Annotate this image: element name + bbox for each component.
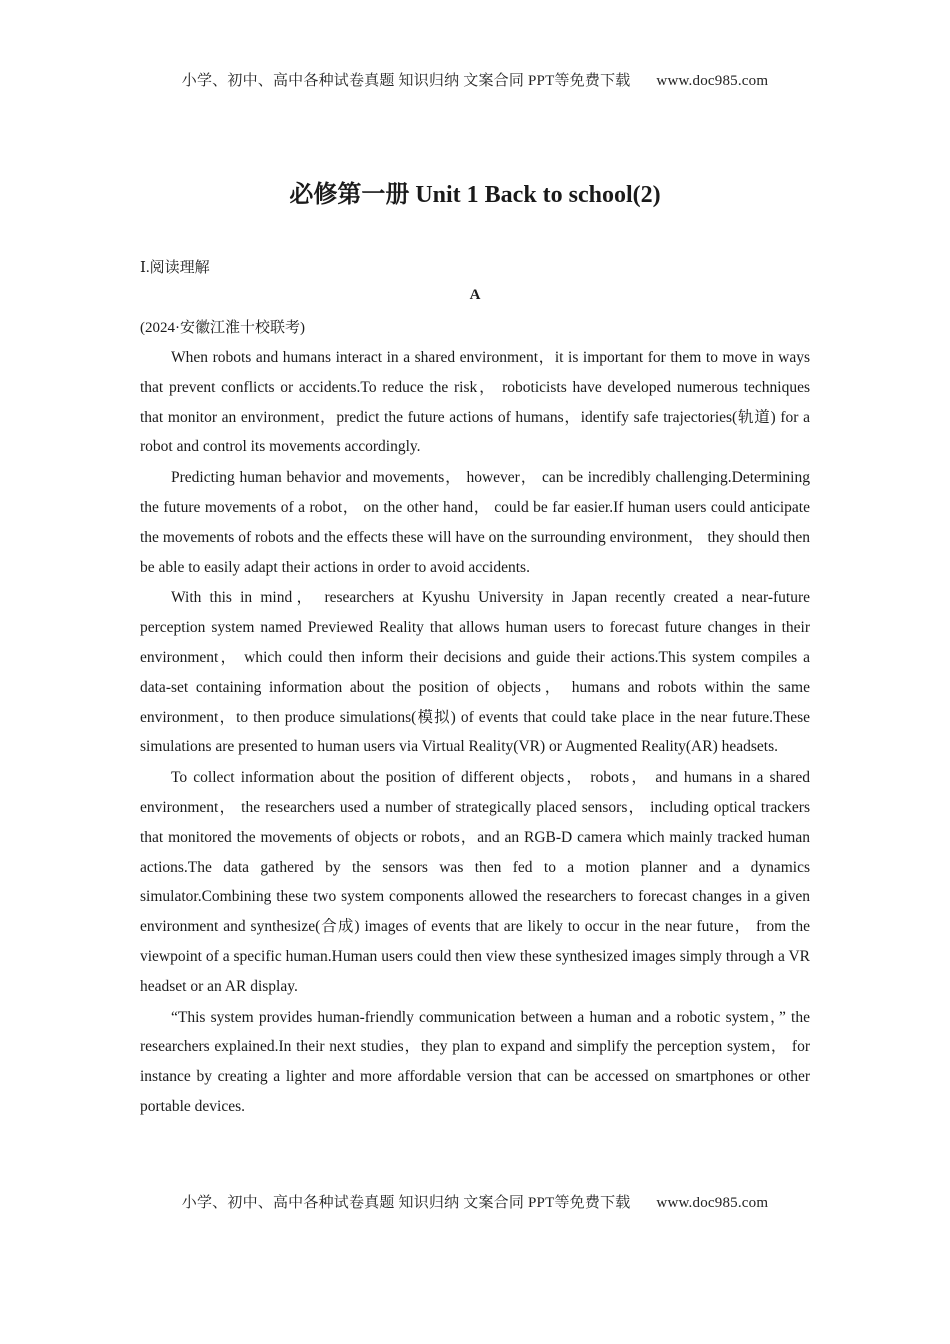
passage-label: A xyxy=(469,287,481,303)
footer-text: 小学、初中、高中各种试卷真题 知识归纳 文案合同 PPT等免费下载 xyxy=(181,1195,631,1211)
paragraph: When robots and humans interact in a shared environment，it is important for them to move in ways that prevent conflicts or accidents.To reduce the risk， roboticists have developed numerous techniques that monitor an environment，predict the future actions of humans，identify safe trajectories(轨道) for a robot and control its movements accordingly. xyxy=(140,349,810,456)
page-header xyxy=(0,69,950,90)
paragraph: With this in mind， researchers at Kyushu University in Japan recently created a near-future perception system named Previewed Reality that allows human users to forecast future changes in their environment， which could then inform their decisions and guide their actions.This system compiles a data-set containing information about the position of objects， humans and robots within the same environment，to then produce simulations(模拟) of events that could take place in the near future.These simulations are presented to human users via Virtual Reality(VR) or Augmented Reality(AR) headsets. xyxy=(140,589,810,756)
document-title: 必修第一册 Unit 1 Back to school(2) xyxy=(289,182,661,208)
paragraph: To collect information about the position of different objects， robots， and humans in a shared environment， the researchers used a number of strategically placed sensors， including optical trackers that monitored the movements of objects or robots，and an RGB-D camera which mainly tracked human actions.The data gathered by the sensors was then fed to a motion planner and a dynamics simulator.Combining these two system components allowed the researchers to forecast changes in a given environment and synthesize(合成) images of events that are likely to occur in the near future， from the viewpoint of a specific human.Human users could then view these synthesized images simply through a VR headset or an AR display. xyxy=(140,769,810,995)
header-link[interactable]: www.doc985.com xyxy=(656,73,769,89)
paragraph: Predicting human behavior and movements， however， can be incredibly challenging.Determining the future movements of a robot， on the other hand， could be far easier.If human users could anticipate the movements of robots and the effects these will have on the surrounding environment， they should then be able to easily adapt their actions in order to avoid accidents. xyxy=(140,469,810,576)
header-text: 小学、初中、高中各种试卷真题 知识归纳 文案合同 PPT等免费下载 xyxy=(181,73,631,89)
footer-link[interactable]: www.doc985.com xyxy=(656,1195,769,1211)
reading-passage xyxy=(140,343,810,1123)
source-line: (2024·安徽江淮十校联考) xyxy=(140,320,305,336)
paragraph: “This system provides human-friendly communication between a human and a robotic system，” the researchers explained.In their next studies，they plan to expand and simplify the perception system， for instance by creating a lighter and more affordable version that can be accessed on smartphones or other portable devices. xyxy=(140,1008,810,1115)
page-footer xyxy=(0,1191,950,1212)
section-heading: Ⅰ.阅读理解 xyxy=(140,260,210,276)
